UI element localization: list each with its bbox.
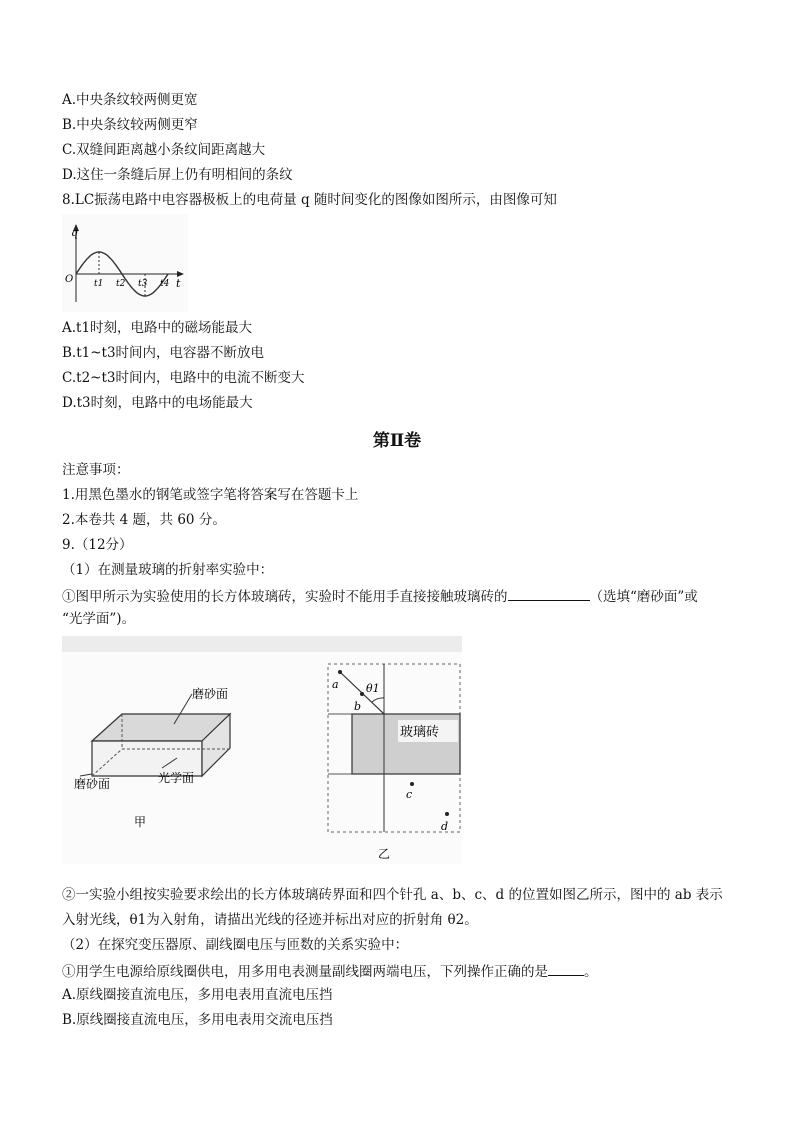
- q8-stem: 8.LC振荡电路中电容器极板上的电荷量 q 随时间变化的图像如图所示，由图像可知: [62, 192, 557, 208]
- q8-origin-label: O: [65, 274, 74, 285]
- q9-option-b: B.原线圈接直流电压，多用电表用交流电压挡: [62, 1012, 333, 1028]
- q9-item2-line1: ②一实验小组按实验要求绘出的长方体玻璃砖界面和四个针孔 a、b、c、d 的位置如图乙所示，图中的 ab 表示: [62, 887, 723, 903]
- q7-option-b: B.中央条纹较两侧更窄: [62, 117, 198, 133]
- q9-head: 9.（12分）: [62, 537, 133, 553]
- notes-item-1: 1.用黑色墨水的钢笔或签字笔将答案写在答题卡上: [62, 487, 359, 503]
- q8-graph-svg: [62, 214, 188, 312]
- q9-item1-text-b: （选填“磨砂面”或: [589, 589, 698, 605]
- q9-figures-svg: [62, 636, 462, 864]
- q8-tick-t3: t3: [138, 279, 148, 289]
- q9-figures: [62, 636, 462, 864]
- q9-item1-blank[interactable]: [508, 586, 590, 601]
- fig-yi-pin-d: [445, 812, 449, 816]
- fig-yi-pin-a: [338, 670, 342, 674]
- fig-yi-label-a: a: [332, 678, 339, 691]
- q8-tick-t2: t2: [116, 279, 126, 289]
- q9-item3-text: ①用学生电源给原线圈供电，用多用电表测量副线圈两端电压，下列操作正确的是: [62, 964, 548, 980]
- fig-yi-label-b: b: [354, 700, 362, 713]
- q8-option-d: D.t3时刻，电路中的电场能最大: [62, 395, 253, 411]
- q8-graph: [62, 214, 188, 312]
- q9-item1-text-a: ①图甲所示为实验使用的长方体玻璃砖，实验时不能用手直接接触玻璃砖的: [62, 589, 508, 605]
- q9-item3-end: 。: [584, 964, 598, 980]
- q9-item2-line2: 入射光线，θ1为入射角，请描出光线的径迹并标出对应的折射角 θ2。: [62, 912, 478, 928]
- q9-item3-blank[interactable]: [548, 961, 584, 976]
- notes-item-2: 2.本卷共 4 题，共 60 分。: [62, 512, 226, 528]
- fig-yi-pin-b: [360, 692, 364, 696]
- fig-jia-label-front: 光学面: [158, 771, 195, 785]
- q8-option-a: A.t1时刻，电路中的磁场能最大: [62, 320, 253, 336]
- fig-yi-label-c: c: [406, 788, 413, 801]
- fig-yi-theta: θ1: [366, 682, 380, 695]
- q9-item1-cont: “光学面”)。: [62, 611, 136, 627]
- q8-tick-t4: t4: [160, 279, 170, 289]
- q9-option-a: A.原线圈接直流电压，多用电表用直流电压挡: [62, 987, 333, 1003]
- q9-part1: （1）在测量玻璃的折射率实验中：: [62, 562, 274, 578]
- q9-item1: [62, 586, 698, 606]
- q7-option-d: D.这住一条缝后屏上仍有明相间的条纹: [62, 167, 293, 183]
- fig-yi-label-d: d: [441, 820, 449, 833]
- fig-yi-glass-label: 玻璃砖: [400, 725, 440, 740]
- q9-part2: （2）在探究变压器原、副线圈电压与匝数的关系实验中：: [62, 937, 409, 953]
- q8-x-label: t: [176, 277, 181, 290]
- notes-heading: 注意事项：: [62, 462, 130, 478]
- q7-option-a: A.中央条纹较两侧更宽: [62, 92, 198, 108]
- fig-jia-label-side: 磨砂面: [74, 777, 111, 791]
- fig-jia-label-top: 磨砂面: [192, 687, 229, 701]
- fig-jia-caption: 甲: [134, 815, 147, 829]
- section-title: 第Ⅱ卷: [372, 431, 422, 451]
- q9-item3: [62, 961, 598, 981]
- fig-yi-pin-c: [410, 782, 414, 786]
- q8-y-label: q: [71, 226, 79, 239]
- fig-yi-caption: 乙: [378, 847, 391, 861]
- q7-option-c: C.双缝间距离越小条纹间距离越大: [62, 142, 266, 158]
- q8-option-b: B.t1~t3时间内，电容器不断放电: [62, 345, 265, 361]
- q8-tick-t1: t1: [94, 279, 104, 289]
- q8-option-c: C.t2~t3时间内，电路中的电流不断变大: [62, 370, 305, 386]
